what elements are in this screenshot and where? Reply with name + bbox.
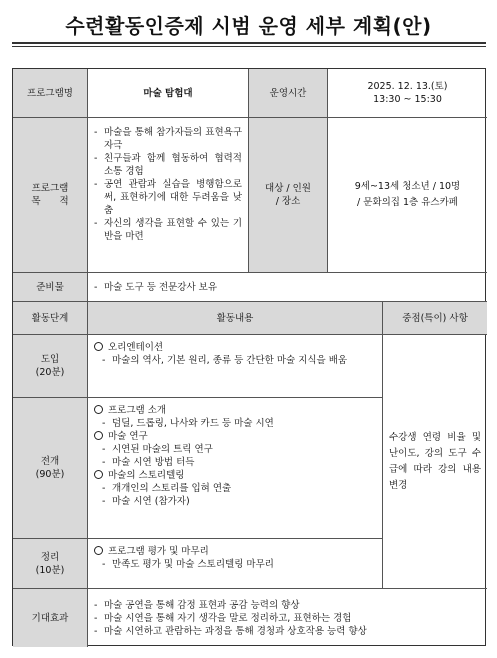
objective-item: - 자신의 생각을 표현할 수 있는 기반을 마련 xyxy=(94,217,242,243)
activity-detail-list xyxy=(94,482,376,508)
activity-section xyxy=(94,545,376,558)
effect-item: - 마술 공연을 통해 감정 표현과 공감 능력의 향상 xyxy=(94,599,367,612)
operating-time-label: 운영시간 xyxy=(249,69,328,118)
title-rule-top xyxy=(12,42,486,44)
activity-section xyxy=(94,469,376,482)
stage-header: 활동단계 xyxy=(13,302,88,335)
activity-section xyxy=(94,341,376,354)
circle-bullet-icon xyxy=(94,470,103,479)
effects-cell xyxy=(88,589,487,647)
activity-section xyxy=(94,430,376,443)
target-audience: 9세~13세 청소년 / 10명 xyxy=(354,181,461,192)
stage-content-development xyxy=(88,398,383,539)
title-rule-bottom xyxy=(12,46,486,47)
effect-item: - 마술 시연을 통해 자기 생각을 말로 정리하고, 표현하는 경험 xyxy=(94,612,367,625)
objectives-cell xyxy=(88,118,249,273)
activity-section-title: 마술의 스토리텔링 xyxy=(108,470,185,481)
program-name-label: 프로그램명 xyxy=(13,69,88,118)
supplies-value: - 마술 도구 등 전문강사 보유 xyxy=(94,281,217,294)
supplies-list xyxy=(94,281,217,294)
document-title: 수련활동인증제 시범 운영 세부 계획(안) xyxy=(65,14,432,38)
supplies-cell xyxy=(88,273,487,302)
activity-section-title: 프로그램 소개 xyxy=(108,405,167,416)
notes-cell xyxy=(383,335,487,589)
objectives-list xyxy=(94,126,242,243)
activity-detail-list xyxy=(94,417,376,430)
objective-item: - 마술을 통해 참가자들의 표현욕구 자극 xyxy=(94,126,242,152)
effects-label: 기대효과 xyxy=(13,589,88,647)
activity-detail-item: - 마술의 역사, 기본 원리, 종류 등 간단한 마술 지식을 배움 xyxy=(102,354,376,367)
circle-bullet-icon xyxy=(94,546,103,555)
activity-detail-list xyxy=(94,558,376,571)
effect-item: - 마술 시연하고 관람하는 과정을 통해 경청과 상호작용 능력 향상 xyxy=(94,625,367,638)
target-place-value xyxy=(328,118,487,273)
activity-detail-item: - 덤딜, 드롭링, 나사와 카드 등 마술 시연 xyxy=(102,417,376,430)
venue: / 문화의집 1층 유스카페 xyxy=(357,197,458,208)
operating-hours: 13:30 ~ 15:30 xyxy=(373,94,442,105)
supplies-label: 준비물 xyxy=(13,273,88,302)
activity-section xyxy=(94,404,376,417)
objectives-label: 프로그램 목 적 xyxy=(13,118,88,273)
operating-time-value xyxy=(328,69,487,118)
stage-label-wrapup: 정리 (10분) xyxy=(13,539,88,589)
activity-section-title: 마술 연구 xyxy=(108,431,148,442)
notes-value: 수강생 연령 비율 및 난이도, 강의 도구 수급에 따라 강의 내용 변경 xyxy=(389,431,481,491)
effects-list xyxy=(94,599,367,638)
stage-content-wrapup xyxy=(88,539,383,589)
activity-section-title: 프로그램 평가 및 마무리 xyxy=(108,546,209,557)
activity-detail-item: - 마술 시연 방법 터득 xyxy=(102,456,376,469)
activity-detail-item: - 시연된 마술의 트릭 연구 xyxy=(102,443,376,456)
objective-item: - 친구들과 함께 협동하여 협력적 소통 경험 xyxy=(94,152,242,178)
activity-detail-item: - 개개인의 스토리를 입혀 연출 xyxy=(102,482,376,495)
circle-bullet-icon xyxy=(94,405,103,414)
activity-section-title: 오리엔테이션 xyxy=(108,342,164,353)
stage-content-intro xyxy=(88,335,383,398)
plan-table xyxy=(12,68,486,646)
stage-label-development: 전개 (90분) xyxy=(13,398,88,539)
circle-bullet-icon xyxy=(94,342,103,351)
circle-bullet-icon xyxy=(94,431,103,440)
program-name-value: 마술 탐험대 xyxy=(88,69,249,118)
target-place-label: 대상 / 인원 / 장소 xyxy=(249,118,328,273)
activity-detail-item: - 만족도 평가 및 마술 스토리텔링 마무리 xyxy=(102,558,376,571)
content-header: 활동내용 xyxy=(88,302,383,335)
activity-detail-item: - 마술 시연 (참가자) xyxy=(102,495,376,508)
activity-detail-list xyxy=(94,354,376,367)
notes-header: 중점(특이) 사항 xyxy=(383,302,487,335)
operating-date: 2025. 12. 13.(토) xyxy=(367,81,448,92)
stage-label-intro: 도입 (20분) xyxy=(13,335,88,398)
objective-item: - 공연 관람과 실습을 병행함으로써, 표현하기에 대한 두려움을 낮춤 xyxy=(94,178,242,217)
activity-detail-list xyxy=(94,443,376,469)
